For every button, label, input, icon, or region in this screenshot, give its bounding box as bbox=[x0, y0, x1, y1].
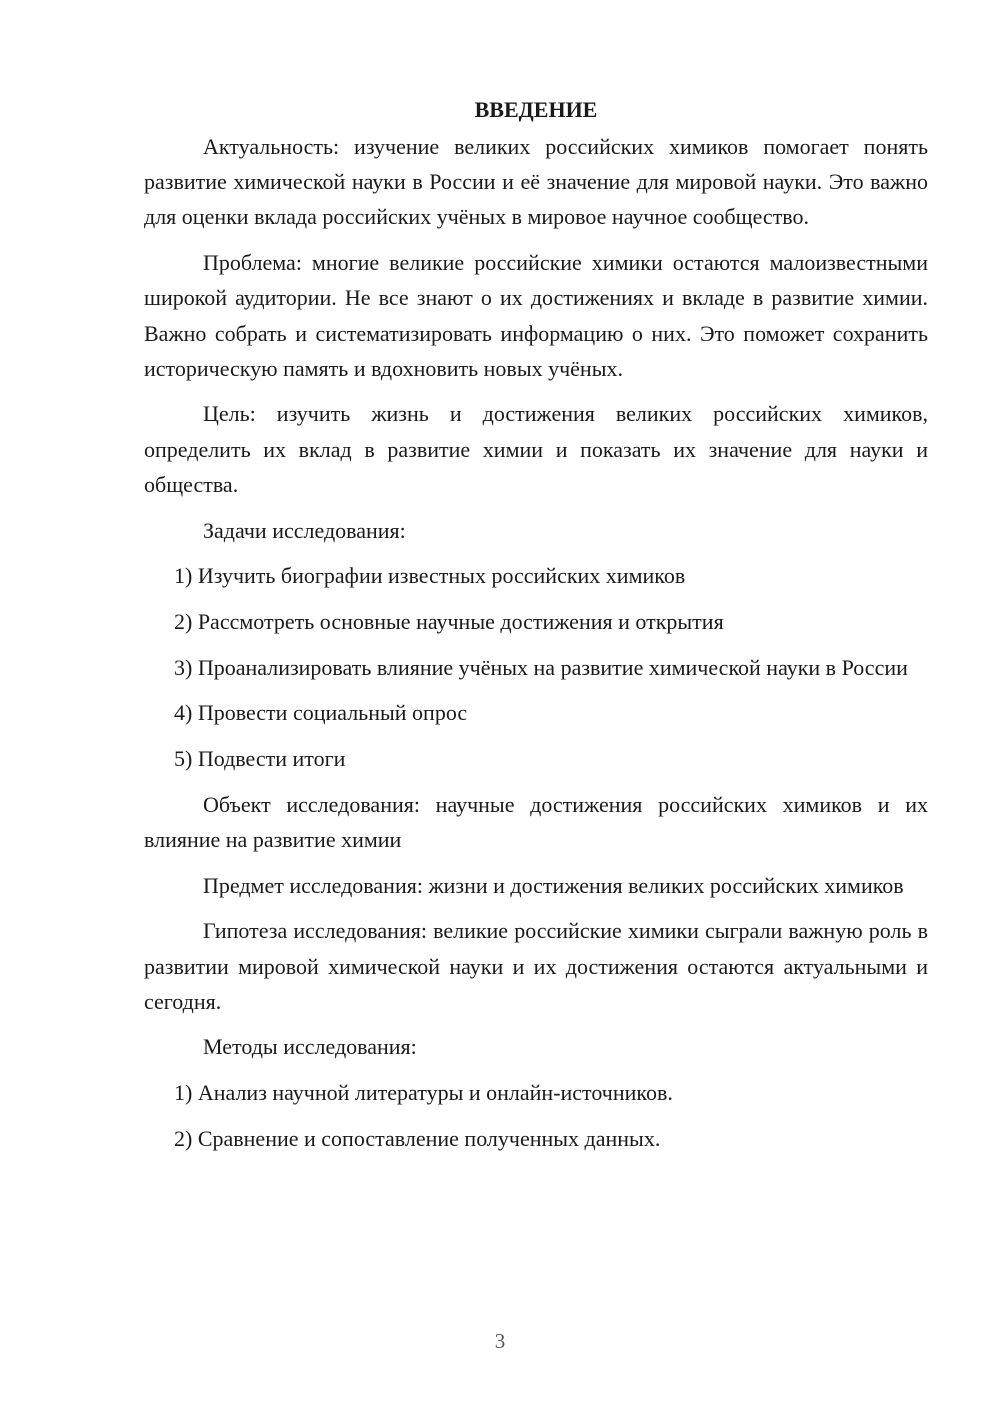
task-item: 2) Рассмотреть основные научные достижения и открытия bbox=[174, 608, 724, 634]
hypothesis-paragraph: Гипотеза исследования: великие российские химики сыграли важную роль в развитии мировой химической науки и их достижения остаются актуальными и сегодня. bbox=[144, 918, 928, 1014]
tasks-heading: Задачи исследования: bbox=[203, 517, 406, 543]
task-item: 4) Провести социальный опрос bbox=[174, 700, 468, 726]
task-item: 3) Проанализировать влияние учёных на развитие химической науки в России bbox=[174, 654, 908, 680]
document-page bbox=[144, 92, 928, 1167]
goal-paragraph: Цель: изучить жизнь и достижения великих российских химиков, определить их вклад в развитие химии и показать их значение для науки и общества. bbox=[144, 401, 928, 497]
subject-paragraph: Предмет исследования: жизни и достижения великих российских химиков bbox=[203, 872, 904, 898]
task-item: 5) Подвести итоги bbox=[174, 746, 346, 772]
object-paragraph: Объект исследования: научные достижения российских химиков и их влияние на развитие химии bbox=[144, 791, 928, 852]
section-title: ВВЕДЕНИЕ bbox=[474, 97, 598, 122]
problem-paragraph: Проблема: многие великие российские химики остаются малоизвестными широкой аудитории. Не все знают о их достижениях и вкладе в развитие химии. Важно собрать и систематизировать информацию о них. Это поможет сохранить историческую память и вдохновить новых учёных. bbox=[144, 250, 928, 381]
method-item: 1) Анализ научной литературы и онлайн-источников. bbox=[174, 1080, 673, 1106]
methods-heading: Методы исследования: bbox=[203, 1034, 417, 1060]
page-number: 3 bbox=[494, 1329, 506, 1353]
method-item: 2) Сравнение и сопоставление полученных данных. bbox=[174, 1125, 661, 1151]
relevance-paragraph: Актуальность: изучение великих российских химиков помогает понять развитие химической науки в России и её значение для мировой науки. Это важно для оценки вклада российских учёных в мировое научное сообщество. bbox=[144, 134, 928, 230]
task-item: 1) Изучить биографии известных российских химиков bbox=[174, 563, 686, 589]
